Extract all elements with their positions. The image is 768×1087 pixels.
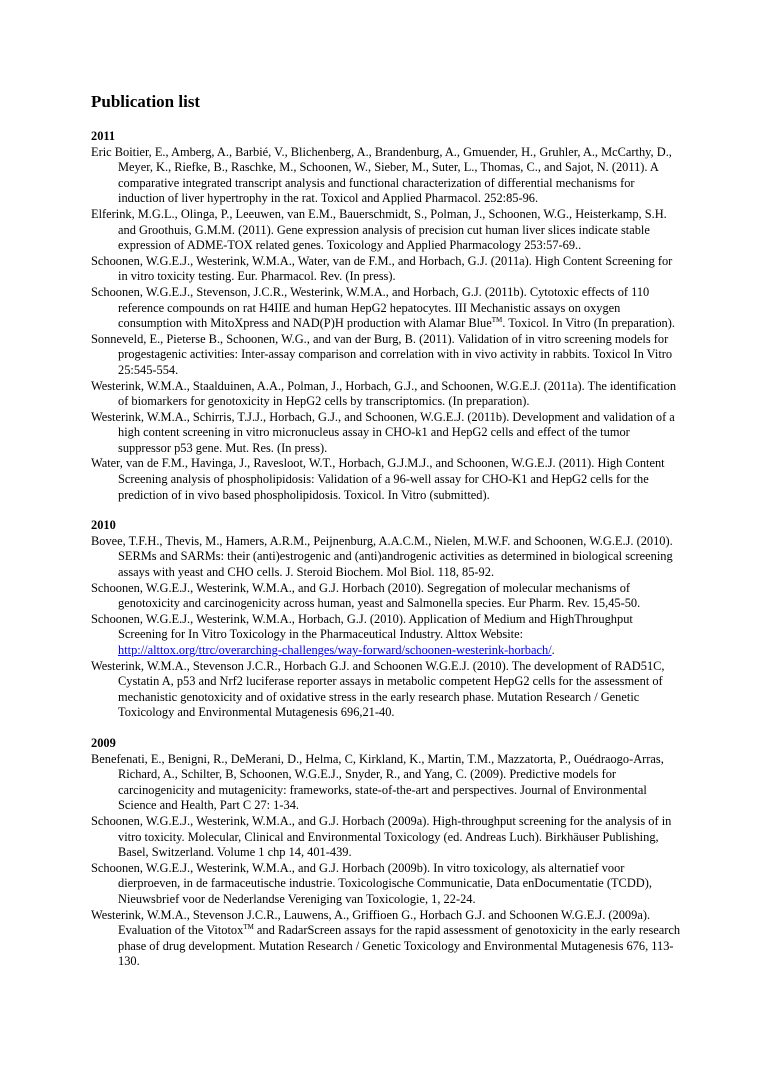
publication-entry: Water, van de F.M., Havinga, J., Ravesloot, W.T., Horbach, G.J.M.J., and Schoonen, W.G.E.J. (2011). High Content Screening analysis of phospholipidosis: Validation of a 96-well assay for CHO-K1 and HepG2 cells for the prediction of in vivo based phospholipidosis. Toxicol. In Vitro (submitted). — [91, 456, 665, 502]
year-heading: 2011 — [91, 129, 116, 143]
publication-entry: Westerink, W.M.A., Staalduinen, A.A., Polman, J., Horbach, G.J., and Schoonen, W.G.E.J. (2011a). The identification of biomarkers for genotoxicity in HepG2 cells by transcriptomics. (In preparation). — [91, 378, 677, 409]
trademark-superscript: TM — [491, 316, 503, 325]
page-title: Publication list — [91, 92, 201, 111]
publication-entry: Schoonen, W.G.E.J., Westerink, W.M.A., and G.J. Horbach (2009b). In vitro toxicology, als alternatief voor dierproeven, in de farmaceutische industrie. Toxicologische Communicatie, Data enDocumentatie (TCDD), Nieuwsbrief voor de Nederlandse Vereniging van Toxicologie, 1, 22-24. — [91, 860, 652, 906]
publication-entry: Elferink, M.G.L., Olinga, P., Leeuwen, van E.M., Bauerschmidt, S., Polman, J., Schoonen, W.G., Heisterkamp, S.H. and Groothuis, G.M.M. (2011). Gene expression analysis of precision cut human liver slices indicate stable expression of ADME-TOX related genes. Toxicology and Applied Pharmacology 253:57-69.. — [91, 206, 667, 253]
publication-entry: Schoonen, W.G.E.J., Westerink, W.M.A., Water, van de F.M., and Horbach, G.J. (2011a). High Content Screening for in vitro toxicity testing. Eur. Pharmacol. Rev. (In press). — [91, 253, 673, 284]
publication-entry: Benefenati, E., Benigni, R., DeMerani, D., Helma, C, Kirkland, K., Martin, T.M., Mazzatorta, P., Ouédraogo-Arras, Richard, A., Schilter, B, Schoonen, W.G.E.J., Snyder, R., and Yang, C. (2009). Predictive models for carcinogenicity and mutagenicity: frameworks, state-of-the-art and perspectives. Journal of Environmental Science and Health, Part C 27: 1-34. — [91, 751, 664, 813]
publication-entry: Westerink, W.M.A., Stevenson J.C.R., Lauwens, A., Griffioen G., Horbach G.J. and Schoonen W.G.E.J. (2009a). Evaluation of the Vitotox™ and RadarScreen assays for the rapid assessment of genotoxicity in the early research phase of drug development. Mutation Research / Genetic Toxicology and Environmental Mutagenesis 676, 113-130. — [91, 907, 681, 969]
publication-entry: Schoonen, W.G.E.J., Stevenson, J.C.R., Westerink, W.M.A., and Horbach, G.J. (2011b). Cytotoxic effects of 110 reference compounds on rat H4IIE and human HepG2 hepatocytes. III Mechanistic assays on oxygen consumption with MitoXpress and NAD(P)H production with Alamar Blue™. Toxicol. In Vitro (In preparation). — [91, 284, 675, 331]
year-heading: 2009 — [91, 735, 116, 750]
document-body — [91, 92, 681, 985]
publication-entry: Schoonen, W.G.E.J., Westerink, W.M.A., and G.J. Horbach (2010). Segregation of molecular mechanisms of genotoxicity and carcinogenicity across human, yeast and Salmonella species. Eur Pharm. Rev. 15,45-50. — [91, 580, 641, 611]
publication-entry: Westerink, W.M.A., Stevenson J.C.R., Horbach G.J. and Schoonen W.G.E.J. (2010). The development of RAD51C, Cystatin A, p53 and Nrf2 luciferase reporter assays in metabolic competent HepG2 cells for the assessment of mechanistic genotoxicity and of oxidative stress in the early research phase. Mutation Research / Genetic Toxicology and Environmental Mutagenesis 696,21-40. — [91, 658, 665, 720]
publication-entry: Schoonen, W.G.E.J., Westerink, W.M.A., and G.J. Horbach (2009a). High-throughput screening for the analysis of in vitro toxicity. Molecular, Clinical and Environmental Toxicology (ed. Andreas Luch). Birkhäuser Publishing, Basel, Switzerland. Volume 1 chp 14, 401-439. — [91, 813, 672, 860]
alttox-link[interactable]: http://alttox.org/ttrc/overarching-challenges/way-forward/schoonen-westerink-horbach/ — [118, 643, 552, 657]
year-heading: 2010 — [91, 518, 116, 533]
year-section-2009 — [91, 736, 681, 970]
publication-entry: Bovee, T.F.H., Thevis, M., Hamers, A.R.M., Peijnenburg, A.A.C.M., Nielen, M.W.F. and Schoonen, W.G.E.J. (2010). SERMs and SARMs: their (anti)estrogenic and (anti)androgenic activities as determined in biological screening assays with yeast and CHO cells. J. Steroid Biochem. Mol Biol. 118, 85-92. — [91, 533, 673, 580]
trademark-superscript: TM — [243, 923, 254, 932]
publication-entry: Sonneveld, E., Pieterse B., Schoonen, W.G., and van der Burg, B. (2011). Validation of in vitro screening models for progestagenic activities: Inter-assay comparison and correlation with in vivo activity in rabbits. Toxicol In Vitro 25:545-554. — [91, 331, 673, 377]
publication-entry: Eric Boitier, E., Amberg, A., Barbié, V., Blichenberg, A., Brandenburg, A., Gmuender, H., Gruhler, A., McCarthy, D., Meyer, K., Riefke, B., Raschke, M., Schoonen, W., Sieber, M., Suter, L., Thomas, C., and Sajot, N. (2011). A comparative integrated transcript analysis and functional characterization of differential mechanisms for induction of liver hypertrophy in the rat. Toxicol and Applied Pharmacol. 252:85-96. — [91, 144, 672, 206]
year-section-2010 — [91, 518, 681, 721]
publication-entry: Schoonen, W.G.E.J., Westerink, W.M.A., Horbach, G.J. (2010). Application of Medium and HighThroughput Screening for In Vitro Toxicology in the Pharmaceutical Industry. Alttox Website: http://alttox.org/ttrc/overarching-challenges/way-forward/schoonen-westerink-horbach/. — [91, 611, 633, 657]
year-section-2011 — [91, 129, 681, 503]
publication-entry: Westerink, W.M.A., Schirris, T.J.J., Horbach, G.J., and Schoonen, W.G.E.J. (2011b). Development and validation of a high content screening in vitro micronucleus assay in CHO-k1 and HepG2 cells and effect of the tumor suppressor p53 gene. Mut. Res. (In press). — [91, 409, 675, 455]
